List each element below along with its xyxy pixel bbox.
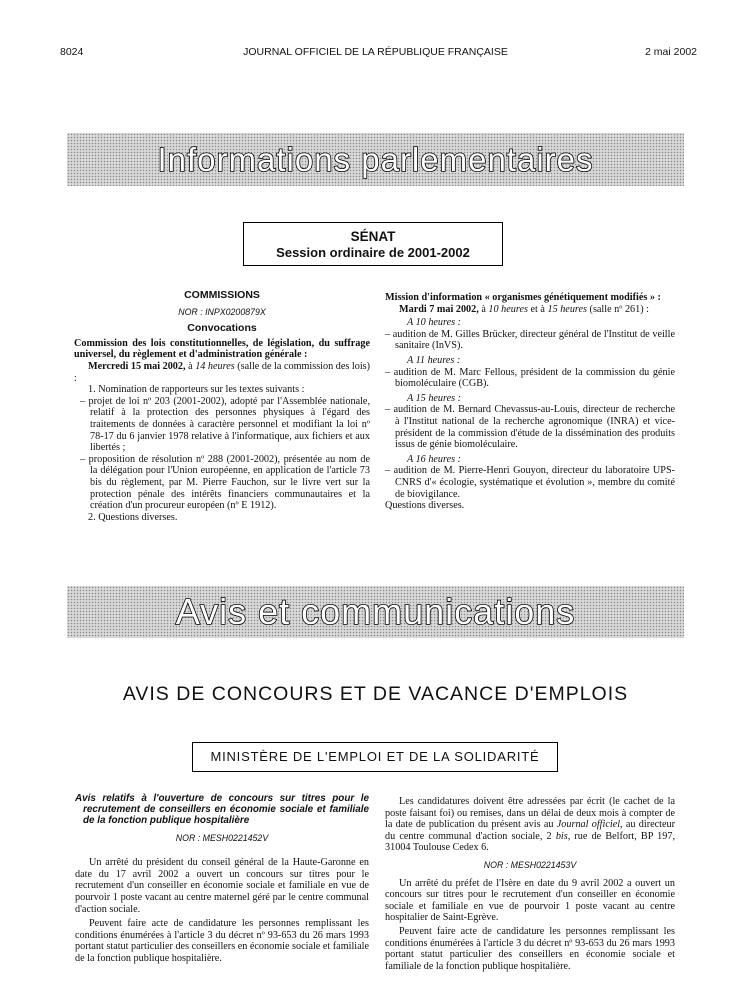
commission-name: Commission des lois constitutionnelles, de législation, du suffrage universel, du règlement et d'administration générale : [74,337,370,361]
senat-title: SÉNAT [350,229,396,244]
time-15h: A 15 heures : [407,392,462,404]
audition-2: – audition de M. Marc Fellous, président de la commission du génie biomoléculaire (CGB). [385,366,675,390]
mission-title: Mission d'information « organismes génétiquement modifiés » : [385,292,661,303]
banner-title: Informations parlementaires [157,140,594,178]
avis-column-right [385,796,675,972]
nor-reference: NOR : MESH0221453V [483,859,577,870]
nor-reference: NOR : INPX0200879X [178,306,266,317]
avis-column-left [75,793,369,965]
ministere-title: MINISTÈRE DE L'EMPLOI ET DE LA SOLIDARITÉ [210,749,540,764]
meeting-date: Mercredi 15 mai 2002, à 14 heures (salle de la commission des lois) : [74,360,371,384]
agenda-item-1: 1. Nomination de rapporteurs sur les textes suivants : [88,384,305,396]
commissions-column [74,290,370,523]
ministere-box [192,742,558,772]
arrete-isere: Un arrêté du préfet de l'Isère en date du 9 avril 2002 a ouvert un concours sur titres pour le recrutement d'un conseiller en économie sociale et familiale en vue de pourvoir 1 poste vacant au centre hospitalier de Saint-Egrève. [385,877,675,924]
agenda-bullet-2: – proposition de résolution nº 288 (2001-2002), présentée au nom de la délégation pour l'Union européenne, en application de l'article 73 bis du règlement, par M. Pierre Fauchon, sur le livre vert sur la protection pénale des intérêts financiers communautaires et la création d'un procureur européen (nº E 1912). [80,453,370,512]
commissions-heading: COMMISSIONS [184,289,260,301]
page-number: 8024 [60,46,84,58]
concours-title: AVIS DE CONCOURS ET DE VACANCE D'EMPLOIS [122,683,629,705]
senat-box [243,222,503,266]
audition-3: – audition de M. Bernard Chevassus-au-Louis, directeur de recherche à l'Institut national de la recherche agronomique (INRA) et vice-président de la commission d'étude de la dissémination des produits issus de génie biomoléculaire. [385,404,675,451]
time-11h: A 11 heures : [407,354,461,366]
session-title: Session ordinaire de 2001-2002 [276,245,470,260]
banner-title: Avis et communications [175,591,576,632]
agenda-bullet-1: – projet de loi nº 203 (2001-2002), adopté par l'Assemblée nationale, relatif à la protection des personnes physiques à l'égard des traitements de données à caractère personnel et modifiant la loi nº 78-17 du 6 janvier 1978 relative à l'informatique, aux fichiers et aux libertés ; [80,395,370,454]
questions-diverses: Questions diverses. [385,500,465,512]
banner-avis-communications [67,586,684,638]
audition-1: – audition de M. Gilles Brücker, directeur général de l'Institut de veille sanitaire (InVS). [385,328,675,352]
time-10h: A 10 heures : [407,317,462,329]
banner-informations-parlementaires [67,133,684,186]
candidatures-adresse: Les candidatures doivent être adressées par écrit (le cachet de la poste faisant foi) ou remises, dans un délai de deux mois à compter de la date de publication du présent avis au Journal officiel, au directeur du centre communal d'action sociale, 2 bis, rue de Belfort, BP 197, 31004 Toulouse Cedex 6. [385,796,676,854]
arrete-haute-garonne: Un arrêté du président du conseil général de la Haute-Garonne en date du 17 avril 2002 a ouvert un concours sur titres pour le recrutement d'un conseiller en économie sociale et familiale en vue de pourvoir 1 poste vacant au centre maternel géré par le centre communal d'action sociale. [75,857,369,915]
mission-column [385,292,675,512]
agenda-item-2: 2. Questions diverses. [88,511,178,523]
time-16h: A 16 heures : [407,453,462,465]
avis-title: Avis relatifs à l'ouverture de concours sur titres pour le recrutement de conseillers en économie sociale et familiale de la fonction publique hospitalière [75,793,369,827]
nor-reference: NOR : MESH0221452V [175,832,269,843]
mission-date: Mardi 7 mai 2002, à 10 heures et à 15 heures (salle nº 261) : [399,303,650,315]
convocations-heading: Convocations [187,322,257,335]
audition-4: – audition de M. Pierre-Henri Gouyon, directeur du laboratoire UPS-CNRS d'« écologie, systématique et évolution », membre du comité de biovigilance. [385,465,675,500]
journal-title: JOURNAL OFFICIEL DE LA RÉPUBLIQUE FRANÇAISE [243,46,508,58]
conditions-candidature: Peuvent faire acte de candidature les personnes remplissant les conditions énumérées à l'article 3 du décret nº 93-653 du 26 mars 1993 portant statut particulier des conseillers en économie sociale et familiale de la fonction publique hospitalière. [385,925,675,972]
issue-date: 2 mai 2002 [645,46,697,58]
conditions-candidature: Peuvent faire acte de candidature les personnes remplissant les conditions énumérées à l'article 3 du décret nº 93-653 du 26 mars 1993 portant statut particulier des conseillers en économie sociale et familiale de la fonction publique hospitalière. [75,918,369,964]
